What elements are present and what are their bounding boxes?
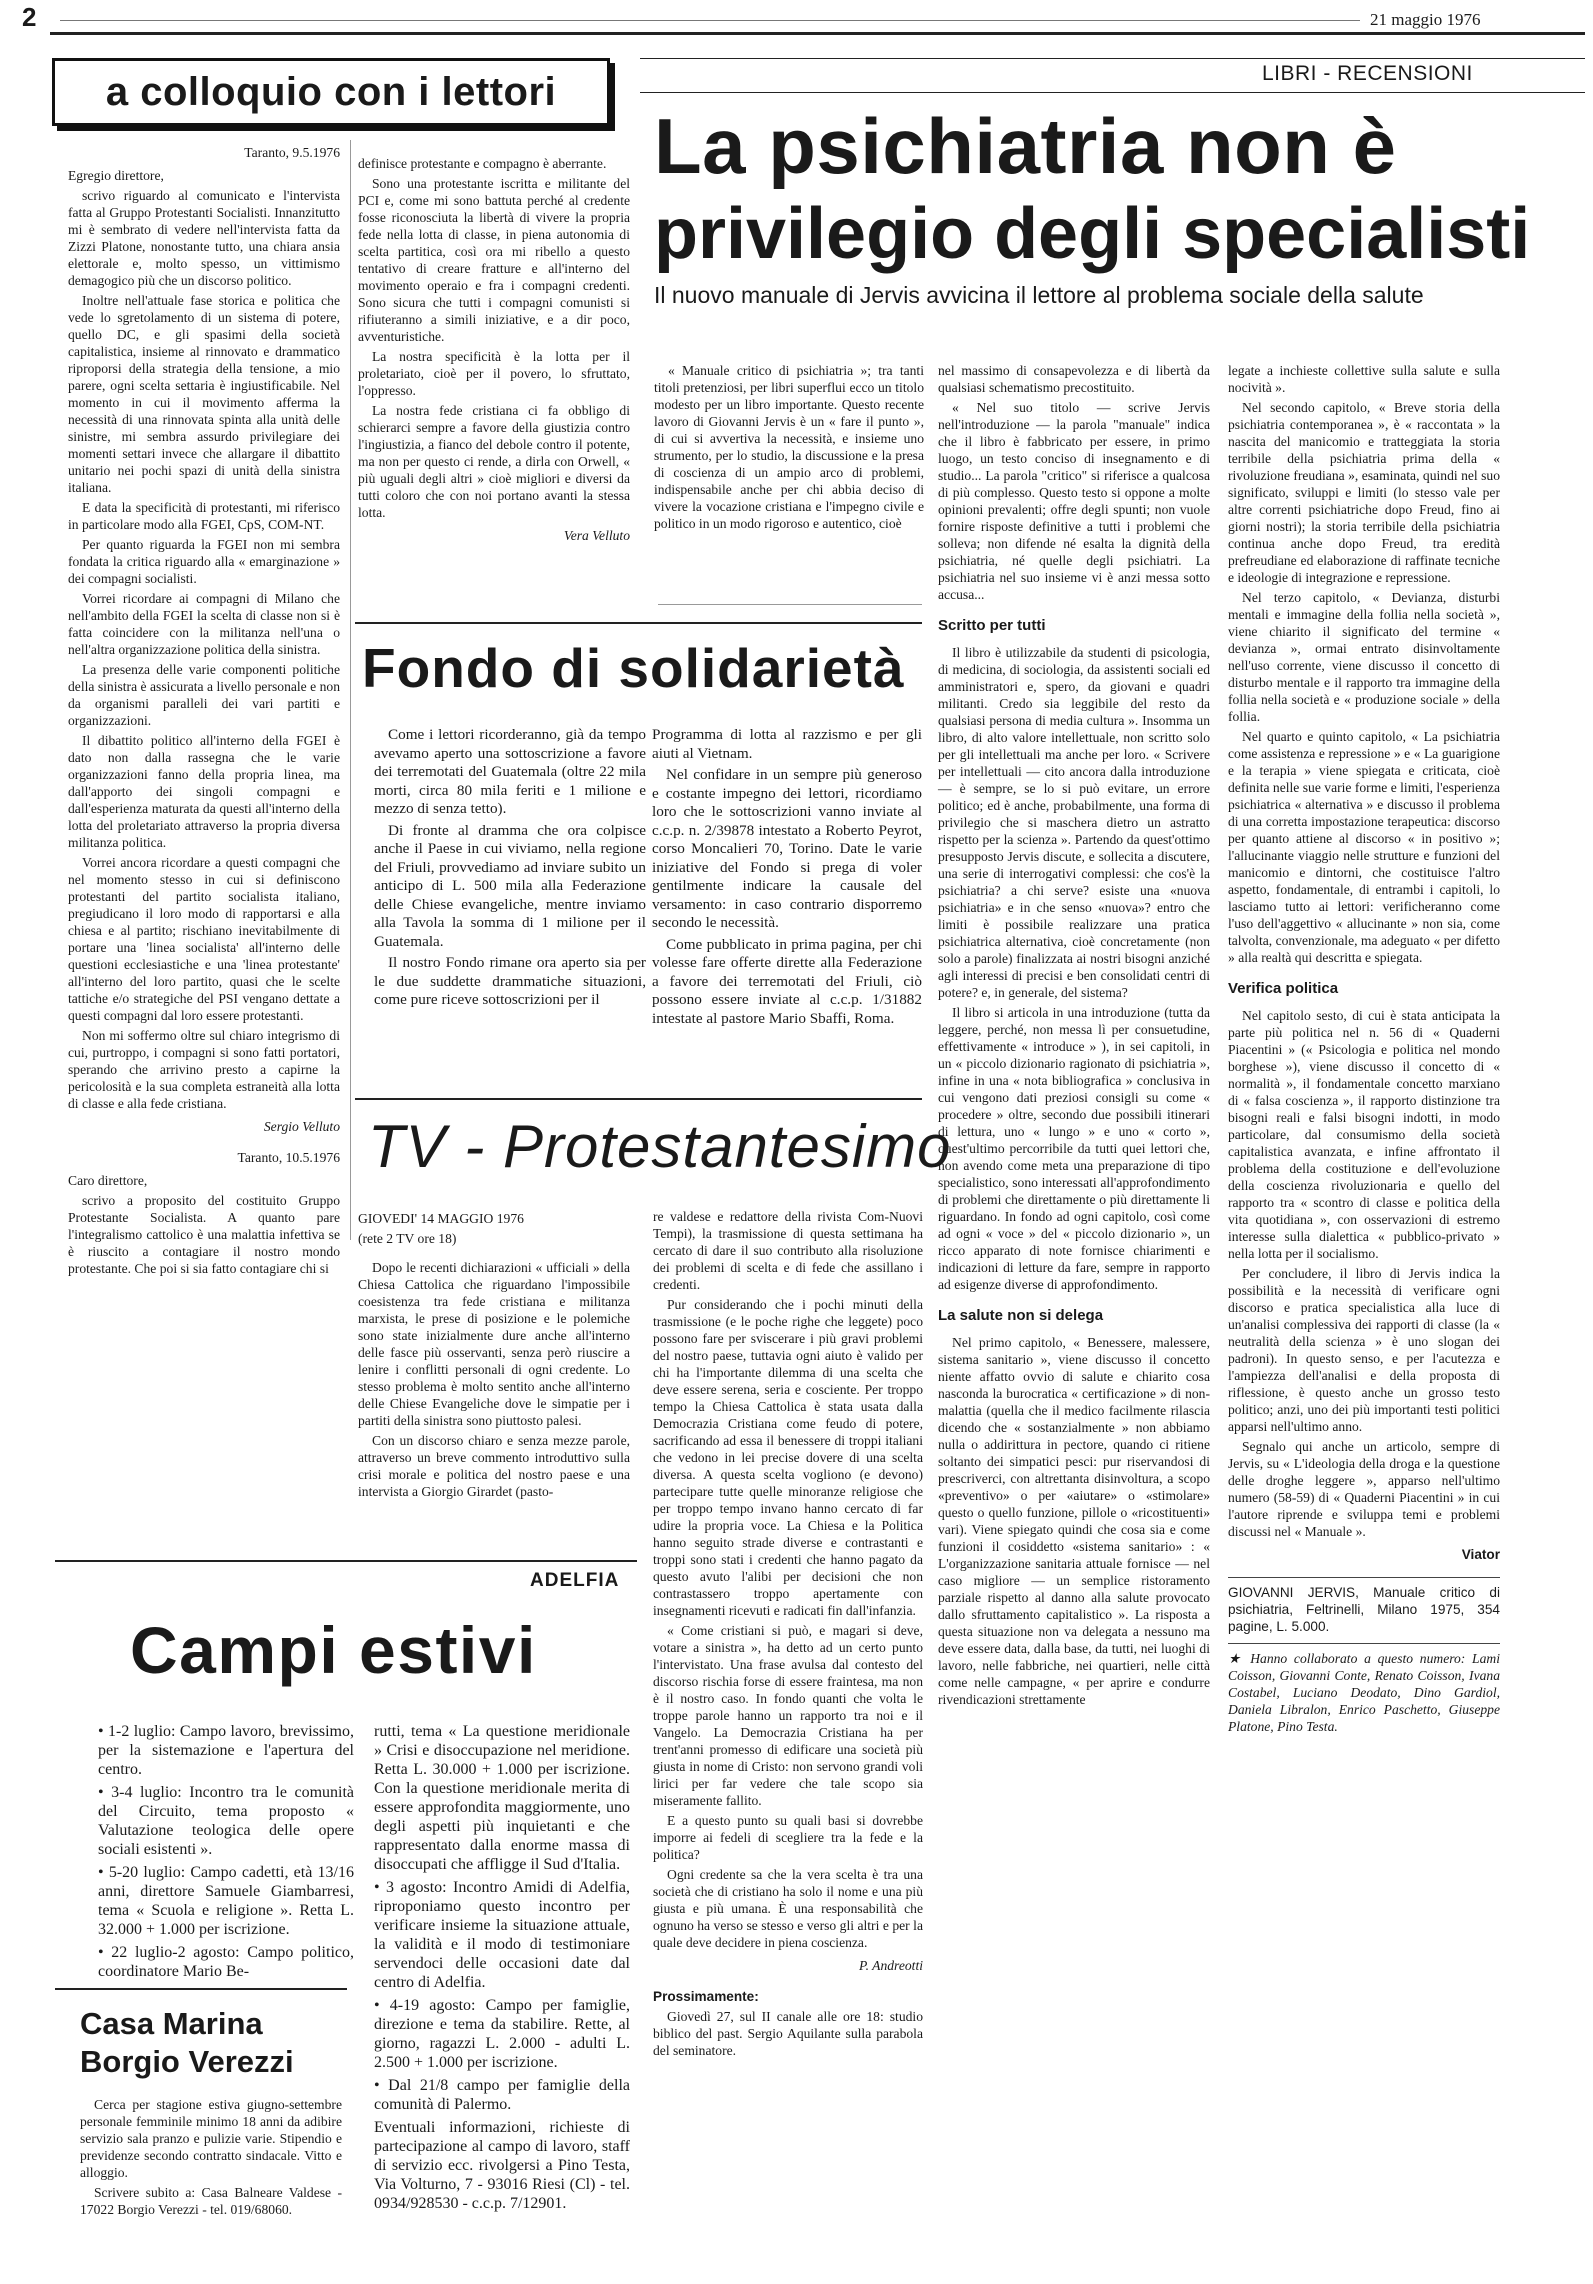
review-col3 (1228, 362, 1500, 1738)
casa-paragraph: Cerca per stagione estiva giugno-settembre personale femminile minimo 18 anni da adibire servizio sala pranzo e pulizie varie. Stipendio e previdenze secondo contratto sindacale. Vitto e alloggio. (80, 2097, 342, 2180)
review-paragraph: nel massimo di consapevolezza e di libertà da qualsiasi schematismo precostituito. (938, 363, 1210, 395)
review-section-rule-2 (640, 92, 1585, 93)
tv-paragraph: Ogni credente sa che la vera scelta è tra una società che di cristiano ha solo il nome e una più giusta e più umana. È una responsabilità che ognuno ha verso se stesso e verso gli altri e per la quale deve decidere in piena coscienza. (653, 1867, 923, 1950)
review-col1-end-rule (658, 604, 922, 605)
campi-col2 (360, 1722, 630, 2217)
letter1-paragraph: Vorrei ancora ricordare a questi compagni che nel momento stesso in cui si definiscono protestanti del partito socialista italiano, pregiudicano il loro modo di rapportarsi e alla chiesa e al partito; rischiano inevitabilmente di portare una 'linea socialista' all'interno delle questioni ecclesiastiche e una 'linea protestante' all'interno del loro partito, quasi che le scelte tattiche e/o strategiche del PSI vengano dettate a questi compagni dal loro essere protestanti. (68, 855, 340, 1023)
review-col2 (938, 362, 1210, 1711)
campi-org: ADELFIA (530, 1570, 620, 1591)
fondo-paragraph: Il nostro Fondo rimane ora aperto sia per le due suddette drammatiche situazioni, come pure riceve sottoscrizioni per il (374, 954, 646, 1008)
letter1-paragraph: La presenza delle varie componenti politiche della sinistra è assicurata a livello personale e non da organismi paralleli dei vari partiti e organizzazioni. (68, 662, 340, 728)
fondo-paragraph: Nel confidare in un sempre più generoso e costante impegno dei lettori, ricordiamo loro che le sottoscrizioni vanno inviate al c.c.p. n. 2/39878 intestato a Roberto Peyrot, corso Moncalieri 70, Torino. Date le varie iniziative del Fondo si prega di voler gentilmente indicare la causale del versamento: in caso contrario disporremo secondo le necessità. (652, 766, 922, 931)
review-paragraph: Nel secondo capitolo, « Breve storia della psichiatria contemporanea », è « raccontata » la nascita del manicomio e tratteggiata la storia terribile della psichiatria prima della « rivoluzione freudiana », esaminata, quindi nel suo significato, sviluppi e limiti (lo stesso vale per altre correnti psichiatriche dopo Freud, fino ai giorni nostri); la storia terribile della psichiatria continua anche dopo Freud, tra eredità prefreudiane ed elaborazione di raffinate tecniche e ideologie di integrazione e repressione. (1228, 400, 1500, 585)
page-number: 2 (22, 2, 37, 32)
casa-text (80, 2096, 342, 2221)
review-subtitle: Il nuovo manuale di Jervis avvicina il lettore al problema sociale della salute (654, 282, 1424, 308)
tv-paragraph: Con un discorso chiaro e senza mezze parole, attraverso un breve commento introduttivo sulla crisi morale e politica del nostro paese e una intervista a Giorgio Girardet (pasto- (358, 1433, 630, 1499)
campi-item: • 3 agosto: Incontro Amidi di Adelfia, riproponiamo questo incontro per verificare insieme la situazione attuale, la validità e il modo di testimoniare servendoci delle occasioni date dal centro di Adelfia. (374, 1879, 630, 1991)
fondo-paragraph: Di fronte al dramma che ora colpisce anche il Paese in cui viviamo, nella regione del Friuli, provvediamo ad inviare subito un anticipo di L. 500 mila alla Federazione delle Chiese evangeliche, mentre inviamo alla Tavola la somma di 1 milione per il Guatemala. (374, 821, 646, 950)
letter2-paragraph: La nostra specificità è la lotta per il proletariato, cioè per il povero, lo sfruttato, l'oppresso. (358, 349, 630, 398)
letters-heading-box (52, 58, 610, 126)
review-paragraph: legate a inchieste collettive sulla salute e sulla nocività ». (1228, 363, 1500, 395)
review-signature: Viator (1461, 1547, 1500, 1562)
review-subhead: Scritto per tutti (938, 617, 1046, 634)
top-rule (50, 32, 1585, 35)
fondo-col2 (652, 726, 922, 1031)
tv-col2 (653, 1208, 923, 2062)
campi-item: • Dal 21/8 campo per famiglie della comunità di Palermo. (374, 2077, 630, 2113)
tv-paragraph: « Come cristiani si può, e magari si deve, votare a sinistra », ha detto ad un certo punto l'intervistato. Una frase avulsa dal contesto del discorso rischia forse di essere fraintesa, ma non è il nostro caso. In fondo quanti che volta le troppe parole hanno un rapporto tra noi e il Vangelo. La Democrazia Cristiana ha per trent'anni promesso di edificare una società più giusta in nome di Cristo: non servono grandi voli lirici per far vedere che tale scopo sia miseramente fallito. (653, 1623, 923, 1808)
prossimamente-label: Prossimamente: (653, 1989, 759, 2004)
letter2-salutation: Caro direttore, (68, 1173, 148, 1188)
letter2-paragraph: Sono una protestante iscritta e militante del PCI e, come mi sono battuta perché al credente fosse riconosciuta la libertà di vivere la propria fede nella lotta di classe, in piena autonomia di scelta partitica, così ora mi ribello a questo tentativo di creare fratture e all'interno del movimento operaio e fra i compagni credenti. Sono sicura che tutti i compagni comunisti si rifiuteranno a simili iniziative, e a dir poco, avventuristiche. (358, 176, 630, 344)
fondo-heading: Fondo di solidarietà (362, 637, 905, 699)
letters-heading: a colloquio con i lettori (105, 70, 557, 114)
letter1-left-column (68, 140, 340, 1280)
review-paragraph: « Nel suo titolo — scrive Jervis nell'introduzione — la parola "manuale" indica che il libro è fabbricato per essere, in primo luogo, un testo conciso di insegnamento e di studio... La parola "critico" si riferisce a qualcosa di più complesso. Questo testo si oppone a molte opinioni prevalenti; offre degli spunti; non vuole fornire risposte definitive a tutti i problemi che solleva; non difende né esalta la dignità della psichiatria, né quelle degli psichiatri. La psichiatria nel suo insieme vi è anzi messa sotto accusa... (938, 400, 1210, 602)
review-paragraph: Il libro è utilizzabile da studenti di psicologia, di medicina, di sociologia, da assistenti sociali ed amministratori e, spero, da giovani e quadri militanti. Credo sia leggibile del resto da qualsiasi persona di media cultura ». Insomma un libro, di alto valore intellettuale, non scritto solo per gli intellettuali ma anche per loro. « Scrivere per intellettuali — cito ancora dalla introduzione — è sempre, se lo si può evitare, un errore politico; ed è anche, probabilmente, una forma di privilegio che si maschera dietro un astratto rispetto per la scienza ». Partendo da quest'ottimo presupposto Jervis discute, e sollecita a discutere, una serie di interrogativi complessi: che cos'è la psichiatria? a chi serve? esiste una «nuova psichiatria» e in che senso «nuova»? entro che limiti è possibile realizzare una pratica psichiatrica alternativa, cioè concretamente (non solo a parole) finalizzata ai nostri bisogni anziché agli interessi di precisi e ben consolidati centri di potere? e, in generale, del sistema? (938, 645, 1210, 1000)
review-subhead: Verifica politica (1228, 980, 1339, 997)
review-paragraph: Per concludere, il libro di Jervis indica la possibilità e la necessità di verificare ogni discorso e pratica specialistica alla luce di un'analisi complessiva dei rapporti di classe (la « neutralità della scienza » è uno slogan dei padroni). In questo senso, e per l'acutezza e l'ampiezza dell'analisi e della proposta di riflessione, è questo anche un grosso testo politico; anzi, uno dei più importanti testi politici apparsi nell'ultimo anno. (1228, 1266, 1500, 1434)
letter1-paragraph: Per quanto riguarda la FGEI non mi sembra fondata la critica riguardo alla « emarginazione » dei compagni socialisti. (68, 537, 340, 586)
letter1-paragraph: Il dibattito politico all'interno della FGEI è dato non dalla rassegna che le varie organizzazioni fanno della propria linea, ma dall'apporto dei singoli compagni e dall'esperienza maturata da questi all'interno della lotta del proletariato attraverso la propria diversa militanza politica. (68, 733, 340, 850)
review-paragraph: Nel quarto e quinto capitolo, « La psichiatria come assistenza e repressione » e « La guarigione e la terapia » viene spiegata e criticata, cioè definita nelle sue varie forme e limiti, l'esperienza psichiatrica « alternativa » e discusso il problema di una corretta impostazione terapeutica: discorso per quanto attiene al discorso « in positivo »; l'allucinante viaggio nelle strutture e funzioni del manicomio e dintorni, che costituisce l'altro aspetto, fondamentale, di entrambi i capitoli, lo lasciamo tutto ai lettori: verificheranno come l'uso dell'aggettivo « allucinante » non sia, come talvolta, convenzionale, ma adeguato « per difetto » alla realtà qui descritta e spiegata. (1228, 729, 1500, 965)
letter1-paragraph: Non mi soffermo oltre sul chiaro integrismo di cui, purtroppo, i compagni si sono fatti portatori, sperando che arrivino presto a capirne la pericolosità e la sua completa estraneità alla lotta di classe e alla fede cristiana. (68, 1028, 340, 1111)
campi-item: • 22 luglio-2 agosto: Campo politico, coordinatore Mario Be- (98, 1944, 354, 1980)
fondo-paragraph: Come i lettori ricorderanno, già da tempo avevamo aperto una sottoscrizione a favore dei terremotati del Guatemala (oltre 22 mila morti, circa 80 mila feriti e 1 milione e mezzo di senza tetto). (374, 726, 646, 817)
fondo-paragraph: Programma di lotta al razzismo e per gli aiuti al Vietnam. (652, 726, 922, 762)
prossimamente-text: Giovedì 27, sul II canale alle ore 18: studio biblico del past. Sergio Aquilante sulla parabola del seminatore. (653, 2009, 923, 2058)
campi-col1 (84, 1722, 354, 1985)
tv-col1 (358, 1210, 630, 1503)
tv-signature: P. Andreotti (859, 1958, 923, 1973)
tv-paragraph: re valdese e redattore della rivista Com-Nuovi Tempi), la trasmissione di questa settimana ha cercato di dare il suo contributo alla risoluzione dei problemi di scelta e di fede che assillano i credenti. (653, 1209, 923, 1292)
review-paragraph: Nel terzo capitolo, « Devianza, disturbi mentali e immagine della follia nella società », viene chiarito il significato del termine « devianza », ormai entrato disinvoltamente nell'uso corrente, viene discusso il concetto di disturbo mentale e il rapporto tra immagine della follia nella società e « produzione sociale » della follia. (1228, 590, 1500, 724)
review-bibliography: GIOVANNI JERVIS, Manuale critico di psichiatria, Feltrinelli, Milano 1975, 354 pagine, L. 5.000. (1228, 1577, 1500, 1635)
casa-heading-2: Borgio Verezzi (80, 2044, 294, 2079)
fondo-paragraph: Come pubblicato in prima pagina, per chi volesse fare offerte dirette alla Federazione a favore dei terremotati del Friuli, ciò possono essere inviate al c.c.p. 1/31882 intestate al pastore Mario Sbaffi, Roma. (652, 935, 922, 1027)
tv-heading: TV - Protestantesimo (368, 1113, 952, 1180)
casa-top-rule (55, 1988, 347, 1990)
review-paragraph: Nel capitolo sesto, di cui è stata anticipata la parte più politica nel n. 56 di « Quaderni Piacentini » (« Psicologia e politica nel mondo borghese »), viene discusso il concetto di « normalità », il fondamentale concetto marxiano di « falsa coscienza », il rapporto distinzione tra bisogni reali e falsi bisogni indotti, in modo particolare, dal consumismo della società capitalistica avanzata, e infine affrontato il problema della costituzione e dell'evoluzione della coscienza rivoluzionaria e quello del rapporto tra « scontro di classe e politica della vita quotidiana », con osservazioni di estremo interesse sulla dialettica « pubblico-privato » nella lotta per il socialismo. (1228, 1008, 1500, 1261)
letter2-paragraph: definisce protestante e compagno è aberrante. (358, 156, 607, 171)
review-paragraph: « Manuale critico di psichiatria »; tra tanti titoli pretenziosi, per libri superflui ecco un titolo modesto per un libro importante. Questo recente lavoro di Giovanni Jervis è un « fare il punto », di cui si avvertiva la necessità, e insieme uno strumento, per lo studio, la discussione e la presa di coscienza di un ampio arco di problemi, indispensabile anche per chi abbia deciso di vivere la vocazione cristiana e l'impegno civile e politico in un modo rigoroso e autentico, cioè (654, 363, 924, 531)
tv-channel: (rete 2 TV ore 18) (358, 1231, 457, 1246)
campi-item: • 3-4 luglio: Incontro tra le comunità del Circuito, tema proposto « Valutazione teologica delle opere sociali esistenti ». (98, 1784, 354, 1858)
collaborators-note: ★ Hanno collaborato a questo numero: Lami Coisson, Giovanni Conte, Renato Coisson, Ivana Costabel, Luciano Deodato, Dino Gardiol, Daniela Libralon, Enrico Paschetto, Giuseppe Platone, Pino Testa. (1228, 1643, 1500, 1735)
tv-top-rule (355, 1098, 922, 1100)
review-col1 (654, 362, 924, 535)
review-section-rule (640, 58, 1585, 59)
tv-paragraph: Pur considerando che i pochi minuti della trasmissione (e le poche righe che leggete) poco possono fare per sviscerare i più gravi problemi del nostro paese, tuttavia ogni aiuto è valido per chi ha l'importante dilemma di una scelta che deve essere serena, seria e cosciente. Per troppo tempo la Chiesa Cattolica è stata usata dalla Democrazia Cristiana come feudo di potere, sacrificando ad essa il benessere di troppi italiani che vedono in lei precise dovere di una scelta diversa. A questa scelta vogliono (e devono) partecipare tutte quelle minoranze religiose che per troppo tempo invano hanno cercato di far udire la propria voce. La Chiesa e la Politica hanno seguito strade diverse e contrastanti e troppi sono stati i credenti che hanno pagato da questo avuto l'alibi per decisioni che non contrastassero troppo apertamente con insegnamenti ricevuti e radicati fin dall'infanzia. (653, 1297, 923, 1618)
campi-item: • 4-19 agosto: Campo per famiglie, direzione e tema da stabilire. Rette, al giorno, ragazzi L. 2.000 - adulti L. 2.500 + 1.000 per iscrizione. (374, 1997, 630, 2071)
letter1-paragraph: E data la specificità di protestanti, mi riferisco in particolare modo alla FGEI, CpS, COM-NT. (68, 500, 340, 532)
tv-date: GIOVEDI' 14 MAGGIO 1976 (358, 1211, 524, 1226)
tv-paragraph: E a questo punto su quali basi si dovrebbe imporre ai fedeli di scegliere tra la fede e la politica? (653, 1813, 923, 1862)
letter1-salutation: Egregio direttore, (68, 168, 164, 183)
campi-item: • 1-2 luglio: Campo lavoro, brevissimo, per la sistemazione e l'apertura del centro. (98, 1723, 354, 1778)
header-rule (60, 20, 1360, 21)
campi-top-rule (55, 1560, 637, 1562)
campi-item: Eventuali informazioni, richieste di partecipazione al campo di lavoro, staff di servizio ecc. rivolgersi a Pino Testa, Via Volturno, 7 - 93016 Riesi (Cl) - tel. 0934/928530 - c.c.p. 7/12901. (374, 2119, 630, 2212)
review-paragraph: Nel primo capitolo, « Benessere, malessere, sistema sanitario », viene discusso il concetto niente affatto ovvio di salute e chiarito cosa nasconda la burocratica « certificazione » di non-malattia (quella che il medico facilmente rilascia dicendo che « sostanzialmente » non abbiamo nulla o addirittura in pectore, quando ci ritiene soltanto dei simpatici pesci: pur riservandosi di prescriverci, con altrettanta disinvoltura, a scopo «preventivo» o per «aiutare» o «stimolare» questo o quello funzione, pillole o «ricostituenti» vari). Viene spiegato quindi che cosa sia e come funzioni il cosiddetto «sistema sanitario» : « L'organizzazione sanitaria attuale fornisce — nel caso migliore — un semplice ristoramento parziale rispetto al danno alla salute provocato dallo sfruttamento capitalistico ». La risposta a questa situazione non va delegata a nessuno ma deve essere data, dalla base, da tutti, nei luoghi di lavoro, nelle fabbriche, nei quartieri, nelle città come nelle campagne, « per aprire e condurre rivendicazioni strettamente (938, 1335, 1210, 1707)
page-date: 21 maggio 1976 (1370, 10, 1481, 29)
review-subhead: La salute non si delega (938, 1307, 1104, 1324)
campi-heading: Campi estivi (130, 1613, 537, 1687)
letter2-paragraph: scrivo a proposito del costituito Gruppo Protestante Socialista. A quanto pare l'integralismo cattolico è una malattia infettiva se è riuscito a contagiare il nostro mondo protestante. Che poi si sia fatto contagiare chi si (68, 1193, 340, 1276)
letter2-dateline: Taranto, 10.5.1976 (237, 1150, 340, 1165)
letter-right-column (358, 155, 630, 558)
letter2-signature: Vera Velluto (563, 528, 630, 543)
tv-paragraph: Dopo le recenti dichiarazioni « ufficiali » della Chiesa Cattolica che riguardano l'impossibile coesistenza tra fede cristiana e militanza marxista, le prese di posizione e le polemiche sono state inizialmente dure anche all'interno delle fasce più osservanti, senza però riuscire a lenire i conflitti personali di ogni credente. Lo stesso problema è molto sentito anche all'interno delle Chiese Evangeliche dove le simpatie per i partiti della sinistra sono piuttosto palesi. (358, 1260, 630, 1428)
fondo-col1 (374, 726, 646, 1013)
campi-item: • 5-20 luglio: Campo cadetti, età 13/16 anni, direttore Samuele Giambarresi, tema « Scuola e religione ». Retta L. 32.000 + 1.000 per iscrizione. (98, 1864, 354, 1938)
review-title-2: privilegio degli specialisti (654, 194, 1531, 274)
fondo-top-rule (355, 622, 922, 624)
letter2-paragraph: La nostra fede cristiana ci fa obbligo di schierarci sempre a favore della giustizia contro l'ingiustizia, a fianco del debole contro il potente, ma non per questo ci rende, a dirla con Orwell, « più uguali degli altri » cioè migliori e diversi da tutti coloro che con noi portano avanti la stessa lotta. (358, 403, 630, 520)
review-paragraph: Segnalo qui anche un articolo, sempre di Jervis, su « L'ideologia della droga e la questione delle droghe leggere », apparso nell'ultimo numero (58-59) di « Quaderni Piacentini » in cui l'autore riprende e sviluppa temi e problemi discussi nel « Manuale ». (1228, 1439, 1500, 1539)
letter1-paragraph: Inoltre nell'attuale fase storica e politica che vede lo sgretolamento di un sistema di potere, quello DC, e gli spasimi della società capitalistica, insieme al rinnovato e drammatico riproporsi della strategia della tensione, a mio parere, ogni scelta settaria è ingiustificabile. Nel momento in cui il movimento afferma la necessità di una rinnovata spinta alla unità delle sinistre, mi sembra assurdo privilegiare dei momenti settari invece che allargare il dibattito unitario nei pochi spazi di unità della sinistra italiana. (68, 293, 340, 495)
letter1-dateline: Taranto, 9.5.1976 (244, 145, 340, 160)
review-section-label: LIBRI - RECENSIONI (1262, 62, 1473, 85)
letter1-paragraph: Vorrei ricordare ai compagni di Milano che nell'ambito della FGEI la scelta di classe non si è fatta coincidere con la militanza nell'una o nell'altra organizzazione politica della sinistra. (68, 591, 340, 657)
review-paragraph: Il libro si articola in una introduzione (tutta da leggere, perché, non messa lì per consuetudine, effettivamente « introduce » ), in sei capitoli, in un « piccolo dizionario ragionato di psichiatria », infine in una « nota bibliografica » conclusiva in cui vengono dati preziosi consigli su come « procedere » oltre, secondo due possibili itinerari di lettura, uno « lungo » e uno « corto », quest'ultimo percorribile da tutti quei lettori che, non avendo come meta una preparazione di tipo specialistico, sono interessati all'approfondimento di problemi che direttamente o più direttamente li riguardano. In fondo ad ogni capitolo, così come ad ogni « voce » del « piccolo dizionario », un ricco apparato di note fornisce chiarimenti e indicazioni di letture da fare, sempre in rapporto ad esigenze diverse di approfondimento. (938, 1005, 1210, 1292)
letter1-paragraph: scrivo riguardo al comunicato e l'intervista fatta al Gruppo Protestanti Socialisti. Innanzitutto mi è sembrato di vedere nell'intervista fatta da Zizzi Platone, nonostante tutto, una chiara ansia elettorale e, molto spesso, un vittimismo demagogico più che un discorso politico. (68, 188, 340, 288)
review-title-1: La psichiatria non è (654, 102, 1397, 190)
campi-item: rutti, tema « La questione meridionale » Crisi e disoccupazione nel meridione. Retta L. 30.000 + 1.000 per iscrizione. Con la questione meridionale merita di essere approfondita maggiormente, uno degli aspetti più inquietanti e che rappresentato dalla enorme massa di disoccupati che affligge il Sud d'Italia. (374, 1723, 630, 1873)
column-divider (350, 140, 351, 1240)
casa-paragraph: Scrivere subito a: Casa Balneare Valdese - 17022 Borgio Verezzi - tel. 019/68060. (80, 2185, 342, 2217)
casa-heading-1: Casa Marina (80, 2006, 263, 2041)
letter1-signature: Sergio Velluto (263, 1119, 340, 1134)
